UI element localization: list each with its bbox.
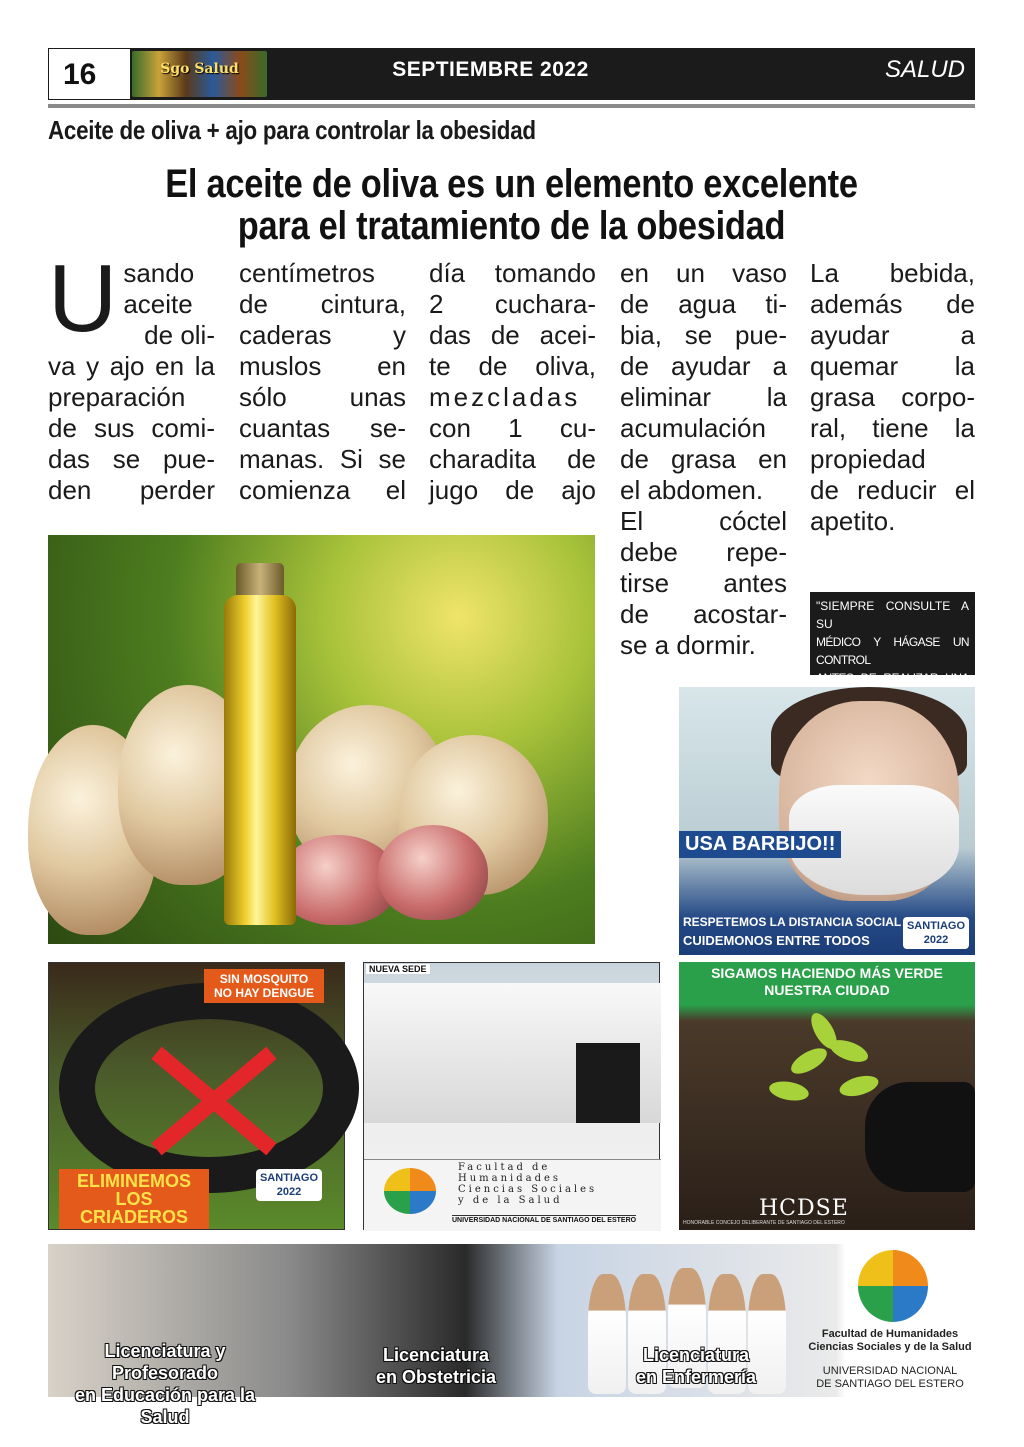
career-label-line: en Obstetricia [375, 1367, 497, 1387]
mask-ad-headline: USA BARBIJO!! [679, 831, 841, 858]
text-line: La bebida, [810, 258, 975, 288]
faculty-logo-icon [858, 1250, 928, 1322]
text-line: te de oliva, [429, 351, 596, 381]
text-line: de acostar- [620, 599, 787, 629]
text-line: con 1 cu- [429, 413, 596, 443]
leaf-shape [768, 1079, 811, 1104]
text-line: acumulación [620, 413, 766, 443]
text-line: das se pue- [48, 444, 215, 474]
medical-advice-box [810, 592, 975, 685]
faculty-logo-icon [384, 1168, 436, 1214]
text-line: se a dormir. [620, 630, 756, 660]
dengue-ad [48, 962, 345, 1230]
career-label-line: en Educación para la Salud [74, 1385, 256, 1427]
article-column-4 [620, 258, 787, 661]
banner-faculty-name [806, 1328, 974, 1354]
text-line: preparación [48, 382, 186, 412]
hcdse-full-name: HONORABLE CONCEJO DELIBERANTE DE SANTIAGO DEL ESTERO [683, 1220, 845, 1226]
logo-text: Sgo Salud [160, 61, 239, 77]
faculty-name-line: Ciencias Sociales [458, 1184, 598, 1195]
banner-faculty-line: Ciencias Sociales y de la Salud [808, 1341, 972, 1353]
leaf-shape [787, 1043, 831, 1079]
text-line: El cóctel [620, 506, 787, 536]
header-divider [48, 104, 975, 108]
career-label-nursing [626, 1344, 766, 1388]
article-column-3 [429, 258, 596, 506]
text-line: ral, tiene la [810, 413, 975, 443]
mask-ad-subline-1: RESPETEMOS LA DISTANCIA SOCIAL [683, 915, 902, 929]
page-number: 16 [48, 48, 130, 100]
text-line: ayudar a [810, 320, 975, 350]
career-label-line: Licenciatura [642, 1345, 750, 1365]
olive-oil-garlic-photo [48, 535, 595, 944]
career-label-obstetrics [366, 1344, 506, 1388]
text-line: cuantas se- [239, 413, 406, 443]
publication-logo [132, 51, 267, 97]
faculty-name-line: y de la Salud [458, 1195, 563, 1206]
article-column-1 [48, 245, 215, 506]
headline-line-2: para el tratamiento de la obesidad [237, 204, 786, 248]
article-column-2 [239, 258, 406, 506]
dengue-ad-headline: SIN MOSQUITO NO HAY DENGUE [204, 969, 324, 1003]
text-line: bia, se pue- [620, 320, 787, 350]
green-city-line-1: SIGAMOS HACIENDO MÁS VERDE [711, 965, 943, 981]
text-line: además de [810, 289, 975, 319]
text-line: caderas y [239, 320, 406, 350]
text-line: de ayudar a [620, 351, 787, 381]
oil-bottle [224, 595, 296, 925]
text-line: mezcladas [429, 382, 581, 412]
text-line: sando [123, 258, 195, 288]
banner-university-line: DE SANTIAGO DEL ESTERO [816, 1378, 964, 1390]
hcdse-logo-text: HCDSE [759, 1196, 849, 1221]
face-mask-ad [679, 687, 975, 955]
mask-ad-subline-2: CUIDEMONOS ENTRE TODOS [683, 933, 870, 948]
banner-university-name [806, 1365, 974, 1391]
university-careers-banner [48, 1244, 975, 1427]
text-line: quemar la [810, 351, 975, 381]
leaf-shape [837, 1072, 880, 1100]
santiago-badge: SANTIAGO 2022 [256, 1169, 322, 1201]
article-column-5 [810, 258, 975, 537]
text-line: aceite [123, 289, 193, 319]
text-line: de agua ti- [620, 289, 787, 319]
santiago-badge: SANTIAGO 2022 [903, 917, 969, 949]
quote-line: MÉDICO Y HÁGASE UN CONTROL [816, 635, 969, 667]
banner-university-line: UNIVERSIDAD NACIONAL [822, 1365, 958, 1377]
text-line: debe repe- [620, 537, 787, 567]
text-line: tirse antes [620, 568, 787, 598]
green-city-line-2: NUESTRA CIUDAD [764, 982, 890, 998]
green-city-ad [679, 962, 975, 1230]
text-line: de sus comi- [48, 413, 215, 443]
quote-line: ANTES DE REALIZAR UNA [816, 671, 969, 685]
faculty-name [458, 1162, 597, 1206]
text-line: centímetros [239, 258, 375, 288]
quote-line: "SIEMPRE CONSULTE A SU [816, 599, 969, 631]
career-label-education [50, 1340, 280, 1428]
text-line: jugo de ajo [429, 475, 596, 505]
text-line: de reducir el [810, 475, 975, 505]
banner-faculty-line: Facultad de Humanidades [821, 1328, 959, 1340]
garlic-clove [378, 825, 488, 920]
text-line: sólo unas [239, 382, 406, 412]
glove-shape [865, 1082, 975, 1192]
dengue-ad-slogan: ELIMINEMOS LOS CRIADEROS [59, 1169, 209, 1229]
green-city-headline [679, 962, 975, 999]
text-line: día tomando [429, 258, 596, 288]
faculty-panel [364, 1159, 661, 1231]
text-line: de oli- [144, 320, 215, 350]
new-headquarters-ad [363, 962, 660, 1230]
text-line: charadita de [429, 444, 596, 474]
faculty-name-line: Humanidades [458, 1173, 562, 1184]
text-line: den perder [48, 475, 215, 505]
text-line: de grasa en [620, 444, 787, 474]
text-line: manas. Si se [239, 444, 406, 474]
text-line: eliminar la [620, 382, 787, 412]
text-line: el abdomen. [620, 475, 764, 505]
career-label-line: Licenciatura [382, 1345, 490, 1365]
text-line: en un vaso [620, 258, 787, 288]
career-label-line: en Enfermería [635, 1367, 757, 1387]
section-name: SALUD [884, 56, 965, 83]
issue-date: SEPTIEMBRE 2022 [392, 58, 589, 81]
nurse-figure [588, 1274, 626, 1394]
text-line: das de acei- [429, 320, 596, 350]
text-line: 2 cuchara- [429, 289, 596, 319]
article-headline [113, 163, 910, 247]
career-label-line: Licenciatura y Profesorado [104, 1341, 226, 1383]
text-line: de cintura, [239, 289, 406, 319]
article-kicker: Aceite de oliva + ajo para controlar la obesidad [48, 115, 536, 145]
text-line: apetito. [810, 506, 896, 536]
headline-line-1: El aceite de oliva es un elemento excelente [165, 162, 858, 206]
entrance-shape [576, 1043, 640, 1123]
text-line: grasa corpo- [810, 382, 975, 412]
new-headquarters-label: NUEVA SEDE [366, 964, 430, 974]
text-line: va y ajo en la [48, 351, 215, 381]
drop-cap: U [48, 245, 118, 352]
page-header [48, 48, 975, 100]
university-name: UNIVERSIDAD NACIONAL DE SANTIAGO DEL ESTERO [452, 1217, 637, 1224]
text-line: propiedad [810, 444, 926, 474]
faculty-name-line: Facultad de [458, 1162, 551, 1173]
text-line: comienza el [239, 475, 406, 505]
text-line: muslos en [239, 351, 406, 381]
